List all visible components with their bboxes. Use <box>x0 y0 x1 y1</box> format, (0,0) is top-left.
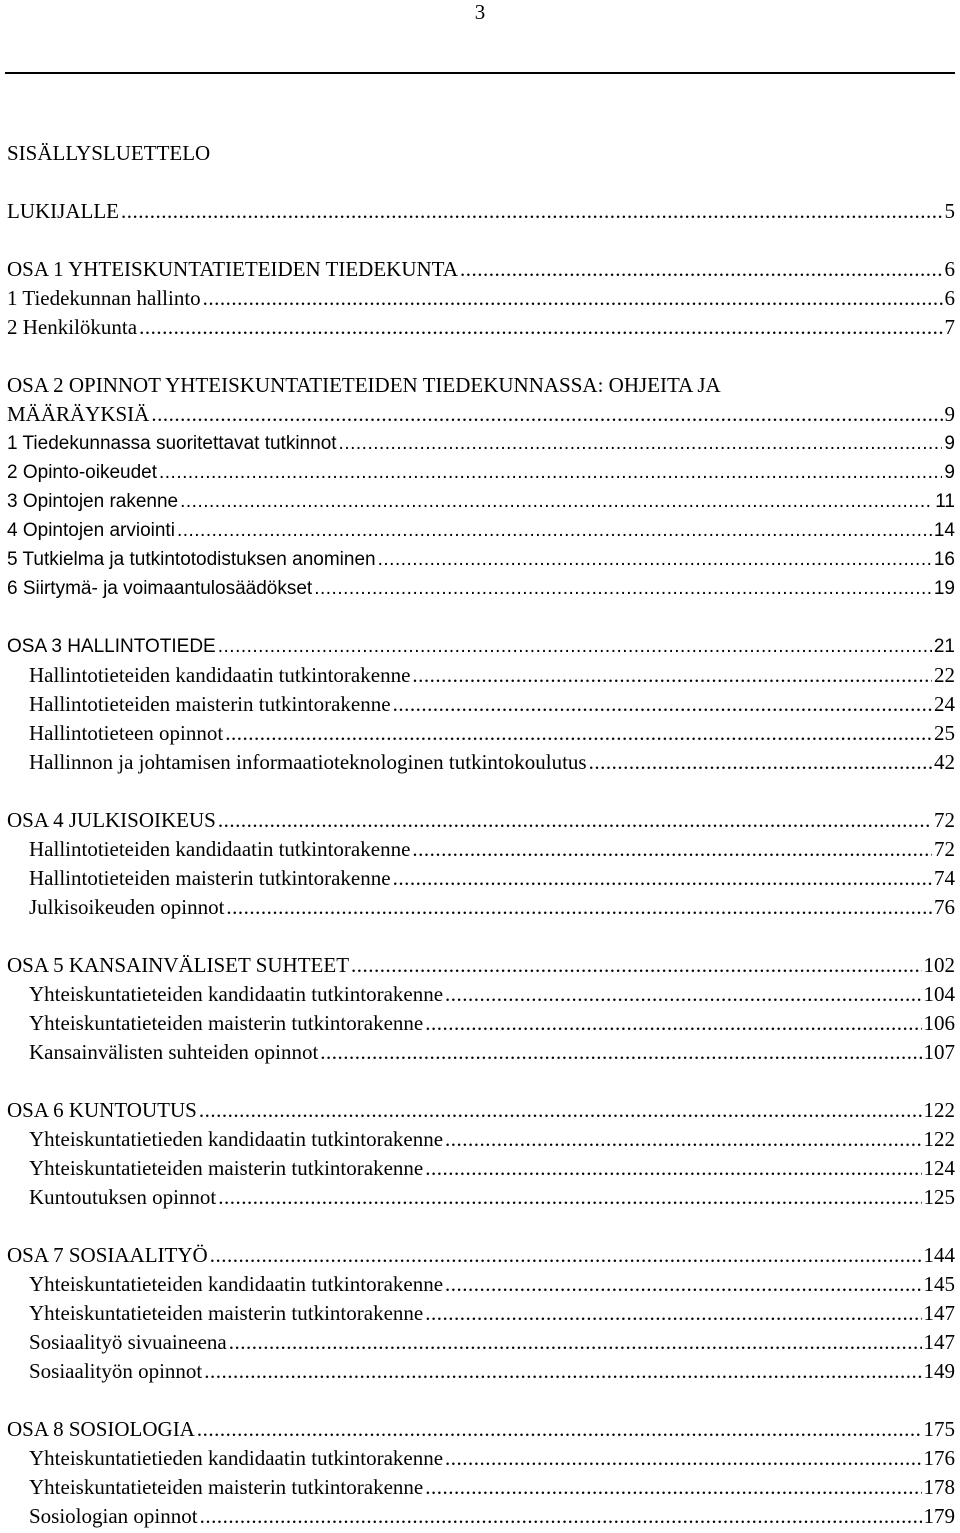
toc-entry-label: Yhteiskuntatietieden kandidaatin tutkintorakenne <box>29 1446 444 1470</box>
toc-leader-dots <box>425 1154 921 1183</box>
toc-leader-dots <box>320 1038 921 1067</box>
toc-entry[interactable] <box>7 748 955 777</box>
toc-entry-page: 16 <box>933 549 955 570</box>
toc-entry-label: OSA 8 SOSIOLOGIA <box>7 1417 195 1441</box>
toc-entry[interactable] <box>7 1009 955 1038</box>
toc-leader-dots <box>445 1444 921 1473</box>
toc-entry-label: Hallintotieteiden maisterin tutkintorakenne <box>29 866 391 890</box>
toc-leader-dots <box>339 429 943 458</box>
toc-entry[interactable] <box>7 545 955 574</box>
toc-entry-label: 3 Opintojen rakenne <box>7 491 179 512</box>
toc-entry-label: LUKIJALLE <box>7 199 119 223</box>
toc-leader-dots <box>351 951 921 980</box>
toc-entry-label: Hallintotieteen opinnot <box>29 721 224 745</box>
toc-entry[interactable] <box>7 1038 955 1067</box>
toc-leader-dots <box>210 1241 922 1270</box>
toc-leader-dots <box>200 1502 922 1531</box>
toc-leader-dots <box>393 690 932 719</box>
toc-section-osa-3[interactable] <box>7 632 955 661</box>
toc-entry[interactable] <box>7 1125 955 1154</box>
toc-leader-dots <box>121 197 943 226</box>
toc-entry-label: OSA 6 KUNTOUTUS <box>7 1098 197 1122</box>
toc-entry-page: 21 <box>933 636 955 657</box>
toc-entry-page: 22 <box>934 663 955 687</box>
toc-entry[interactable] <box>7 458 955 487</box>
toc-entry[interactable] <box>7 284 955 313</box>
toc-entry-label: OSA 3 HALLINTOTIEDE <box>7 636 216 657</box>
toc-entry-page: 147 <box>923 1301 955 1325</box>
toc-leader-dots <box>203 284 943 313</box>
toc-entry[interactable] <box>7 1357 955 1386</box>
toc-leader-dots <box>412 661 932 690</box>
toc-entry[interactable] <box>7 690 955 719</box>
toc-entry[interactable] <box>7 661 955 690</box>
toc-leader-dots <box>225 719 932 748</box>
toc-entry[interactable] <box>7 1270 955 1299</box>
toc-entry[interactable] <box>7 864 955 893</box>
toc-entry-page: 176 <box>923 1446 955 1470</box>
toc-leader-dots <box>425 1473 921 1502</box>
toc-leader-dots <box>393 864 932 893</box>
toc-entry-label: OSA 1 YHTEISKUNTATIETEIDEN TIEDEKUNTA <box>7 257 458 281</box>
toc-entry-page: 102 <box>923 953 955 977</box>
toc-entry-page: 9 <box>944 402 955 426</box>
toc-entry-page: 6 <box>944 286 955 310</box>
toc-entry-page: 106 <box>923 1011 955 1035</box>
toc-entry-label: OSA 7 SOSIAALITYÖ <box>7 1243 208 1267</box>
toc-entry[interactable] <box>7 487 955 516</box>
toc-entry-lukijalle[interactable] <box>7 197 955 226</box>
toc-entry-label: Sosiologian opinnot <box>29 1504 198 1528</box>
toc-entry-page: 144 <box>923 1243 955 1267</box>
toc-entry-label: Yhteiskuntatieteiden maisterin tutkintorakenne <box>29 1301 424 1325</box>
toc-entry-label: Kuntoutuksen opinnot <box>29 1185 217 1209</box>
toc-entry-label: Yhteiskuntatieteiden maisterin tutkintorakenne <box>29 1011 424 1035</box>
toc-entry-page: 72 <box>934 837 955 861</box>
toc-entry-page: 42 <box>934 750 955 774</box>
toc-entry-page: 14 <box>933 520 955 541</box>
toc-section-osa-6[interactable] <box>7 1096 955 1125</box>
toc-entry[interactable] <box>7 893 955 922</box>
toc-entry-page: 11 <box>935 491 955 512</box>
toc-section-osa-4[interactable] <box>7 806 955 835</box>
toc-leader-dots <box>445 1125 921 1154</box>
toc-leader-dots <box>218 806 932 835</box>
toc-leader-dots <box>425 1009 921 1038</box>
toc-entry-label: Sosiaalityön opinnot <box>29 1359 203 1383</box>
toc-entry-page: 178 <box>923 1475 955 1499</box>
toc-leader-dots <box>197 1415 922 1444</box>
toc-leader-dots <box>460 255 943 284</box>
toc-leader-dots <box>229 1328 922 1357</box>
header-rule <box>5 72 955 74</box>
toc-leader-dots <box>204 1357 921 1386</box>
toc-entry-label: 1 Tiedekunnassa suoritettavat tutkinnot <box>7 433 337 454</box>
toc-entry-label: Yhteiskuntatieteiden kandidaatin tutkintorakenne <box>29 1272 444 1296</box>
toc-entry[interactable] <box>7 719 955 748</box>
toc-entry-page: 107 <box>923 1040 955 1064</box>
toc-leader-dots <box>218 632 932 661</box>
toc-entry-page: 104 <box>923 982 955 1006</box>
toc-entry-page: 9 <box>944 462 955 483</box>
toc-entry-label: Yhteiskuntatieteiden kandidaatin tutkintorakenne <box>29 982 444 1006</box>
toc-entry-label: Sosiaalityö sivuaineena <box>29 1330 227 1354</box>
toc-entry[interactable] <box>7 516 955 545</box>
toc-entry-label: Hallintotieteiden kandidaatin tutkintorakenne <box>29 837 411 861</box>
toc-entry[interactable] <box>7 1154 955 1183</box>
toc-entry[interactable] <box>7 1183 955 1212</box>
toc-entry-label: Julkisoikeuden opinnot <box>29 895 225 919</box>
toc-entry-page: 122 <box>923 1098 955 1122</box>
toc-entry-label: Yhteiskuntatieteiden maisterin tutkintorakenne <box>29 1475 424 1499</box>
table-of-contents <box>7 197 955 1531</box>
toc-entry-label: OSA 5 KANSAINVÄLISET SUHTEET <box>7 953 350 977</box>
toc-entry-label: 5 Tutkielma ja tutkintotodistuksen anominen <box>7 549 376 570</box>
toc-entry[interactable] <box>7 1473 955 1502</box>
toc-leader-dots <box>218 1183 921 1212</box>
toc-entry-label: Hallintotieteiden maisterin tutkintorakenne <box>29 692 391 716</box>
toc-section-osa-2[interactable] <box>7 400 955 429</box>
toc-leader-dots <box>445 1270 921 1299</box>
toc-entry-label: Hallinnon ja johtamisen informaatioteknologinen tutkintokoulutus <box>29 750 587 774</box>
toc-leader-dots <box>180 487 933 516</box>
toc-section-osa-2-line1[interactable]: OSA 2 OPINNOT YHTEISKUNTATIETEIDEN TIEDEKUNNASSA: OHJEITA JA <box>7 373 721 397</box>
toc-entry-page: 6 <box>944 257 955 281</box>
toc-entry-page: 7 <box>944 315 955 339</box>
toc-entry-page: 124 <box>923 1156 955 1180</box>
toc-entry-label: Hallintotieteiden kandidaatin tutkintorakenne <box>29 663 411 687</box>
toc-leader-dots <box>199 1096 922 1125</box>
toc-entry[interactable] <box>7 429 955 458</box>
toc-entry[interactable] <box>7 1444 955 1473</box>
toc-leader-dots <box>412 835 932 864</box>
toc-entry-label: Kansainvälisten suhteiden opinnot <box>29 1040 319 1064</box>
toc-entry[interactable] <box>7 1502 955 1531</box>
toc-section-osa-8[interactable] <box>7 1415 955 1444</box>
toc-leader-dots <box>589 748 932 777</box>
toc-entry-page: 125 <box>923 1185 955 1209</box>
toc-entry-page: 76 <box>934 895 955 919</box>
toc-entry[interactable] <box>7 980 955 1009</box>
toc-entry-label: OSA 4 JULKISOIKEUS <box>7 808 216 832</box>
toc-section-osa-1[interactable] <box>7 255 955 284</box>
toc-leader-dots <box>378 545 932 574</box>
toc-leader-dots <box>139 313 942 342</box>
toc-entry-label: Yhteiskuntatietieden kandidaatin tutkintorakenne <box>29 1127 444 1151</box>
toc-entry-page: 147 <box>923 1330 955 1354</box>
toc-entry-page: 72 <box>934 808 955 832</box>
toc-section-osa-5[interactable] <box>7 951 955 980</box>
toc-entry-page: 24 <box>934 692 955 716</box>
toc-entry[interactable] <box>7 1299 955 1328</box>
toc-entry[interactable] <box>7 835 955 864</box>
toc-leader-dots <box>151 400 942 429</box>
toc-entry-page: 5 <box>944 199 955 223</box>
toc-entry[interactable] <box>7 313 955 342</box>
toc-entry-page: 19 <box>933 578 955 599</box>
toc-entry-page: 74 <box>934 866 955 890</box>
toc-title: SISÄLLYSLUETTELO <box>7 141 211 165</box>
toc-entry-label: 2 Opinto-oikeudet <box>7 462 157 483</box>
toc-entry-page: 175 <box>923 1417 955 1441</box>
toc-entry-label: MÄÄRÄYKSIÄ <box>7 402 150 426</box>
toc-entry-page: 145 <box>923 1272 955 1296</box>
toc-entry-label: 6 Siirtymä- ja voimaantulosäädökset <box>7 578 313 599</box>
toc-entry-page: 179 <box>923 1504 955 1528</box>
toc-entry-label: 2 Henkilökunta <box>7 315 138 339</box>
toc-entry-page: 149 <box>923 1359 955 1383</box>
toc-entry-label: Yhteiskuntatieteiden maisterin tutkintorakenne <box>29 1156 424 1180</box>
toc-leader-dots <box>226 893 932 922</box>
toc-entry-label: 4 Opintojen arviointi <box>7 520 175 541</box>
toc-leader-dots <box>445 980 921 1009</box>
toc-entry[interactable] <box>7 574 955 603</box>
toc-entry[interactable] <box>7 1328 955 1357</box>
toc-entry-page: 9 <box>944 433 955 454</box>
toc-section-osa-7[interactable] <box>7 1241 955 1270</box>
toc-leader-dots <box>425 1299 921 1328</box>
toc-entry-label: 1 Tiedekunnan hallinto <box>7 286 201 310</box>
toc-entry-page: 25 <box>934 721 955 745</box>
toc-leader-dots <box>177 516 932 545</box>
toc-entry-page: 122 <box>923 1127 955 1151</box>
page-number: 3 <box>474 0 486 24</box>
toc-leader-dots <box>159 458 942 487</box>
toc-leader-dots <box>314 574 932 603</box>
